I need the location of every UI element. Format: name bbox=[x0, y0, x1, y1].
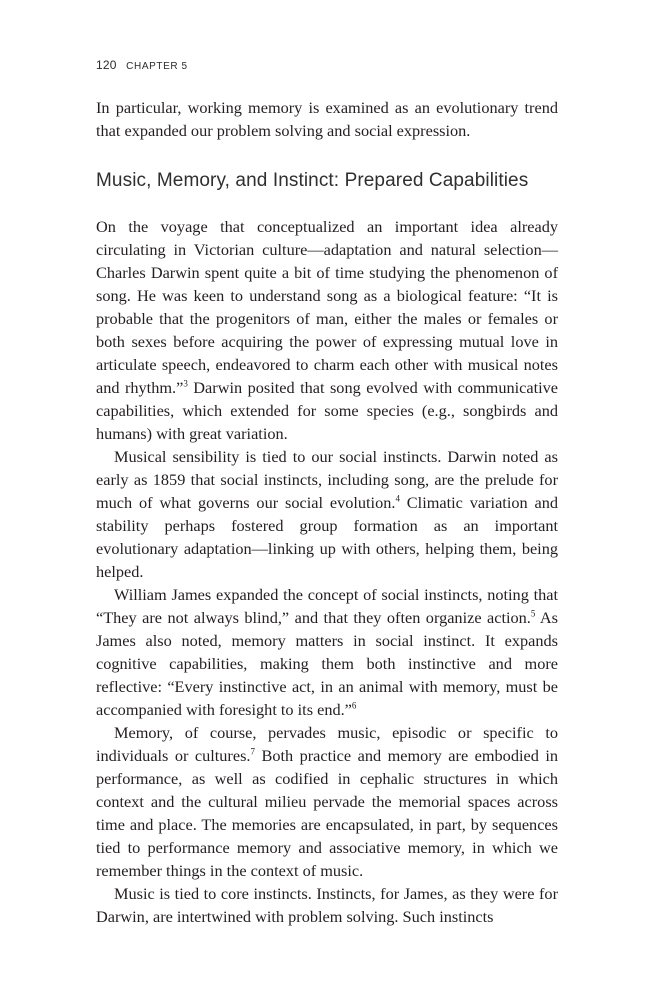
paragraph-text: Climatic variation and stability perhaps fostered group formation as an important evolutionary adaptation—linking up with others, helping them, being helped. bbox=[96, 493, 559, 581]
paragraph bbox=[96, 721, 558, 882]
paragraph-text: Musical sensibility is tied to our social instincts. Darwin noted as early as 1859 that social instincts, including song, are the prelude for much of what governs our social evolution. bbox=[96, 447, 558, 512]
paragraph-text: Darwin posited that song evolved with communicative capabilities, which extended for some species (e.g., songbirds and humans) with great variation. bbox=[96, 378, 559, 443]
chapter-label: CHAPTER 5 bbox=[126, 61, 188, 72]
body-text bbox=[96, 96, 558, 928]
paragraph-text: On the voyage that conceptualized an important idea already circulating in Victorian culture—adaptation and natural selection—Charles Darwin spent quite a bit of time studying the phenomenon of song. He was keen to understand song as a biological feature: “It is probable that the progenitors of man, either the males or females or both sexes before acquiring the power of expressing mutual love in articulate speech, endeavored to charm each other with musical notes and rhythm.” bbox=[96, 217, 558, 397]
book-page bbox=[96, 58, 558, 928]
paragraph bbox=[96, 583, 558, 721]
footnote-marker: 5 bbox=[530, 608, 536, 619]
paragraph-text: Memory, of course, pervades music, episodic or specific to individuals or cultures. bbox=[96, 723, 558, 765]
paragraph bbox=[96, 882, 558, 928]
paragraph-text: William James expanded the concept of social instincts, noting that “They are not always blind,” and that they often organize action. bbox=[96, 585, 558, 627]
footnote-marker: 3 bbox=[183, 378, 188, 389]
running-head bbox=[96, 58, 558, 72]
page-number: 120 bbox=[96, 58, 117, 72]
paragraph-text: Music is tied to core instincts. Instincts, for James, as they were for Darwin, are intertwined with problem solving. Such instincts bbox=[96, 884, 558, 926]
footnote-marker: 4 bbox=[395, 493, 400, 504]
footnote-marker: 7 bbox=[250, 746, 255, 757]
paragraph-text: As James also noted, memory matters in social instinct. It expands cognitive capabilities, making them both instinctive and more reflective: “Every instinctive act, in an animal with memory, must be accompanied with foresight to its end.” bbox=[96, 608, 559, 719]
footnote-marker: 6 bbox=[351, 700, 357, 711]
paragraph bbox=[96, 215, 558, 445]
paragraph bbox=[96, 445, 558, 583]
paragraph-text: Both practice and memory are embodied in performance, as well as codified in cephalic structures in which context and the cultural milieu pervade the memorial spaces across time and place. The memories are encapsulated, in part, by sequences tied to performance memory and associative memory, in which we remember things in the context of music. bbox=[96, 746, 558, 880]
intro-paragraph: In particular, working memory is examined as an evolutionary trend that expanded our problem solving and social expression. bbox=[96, 98, 558, 140]
section-heading: Music, Memory, and Instinct: Prepared Capabilities bbox=[96, 170, 529, 191]
